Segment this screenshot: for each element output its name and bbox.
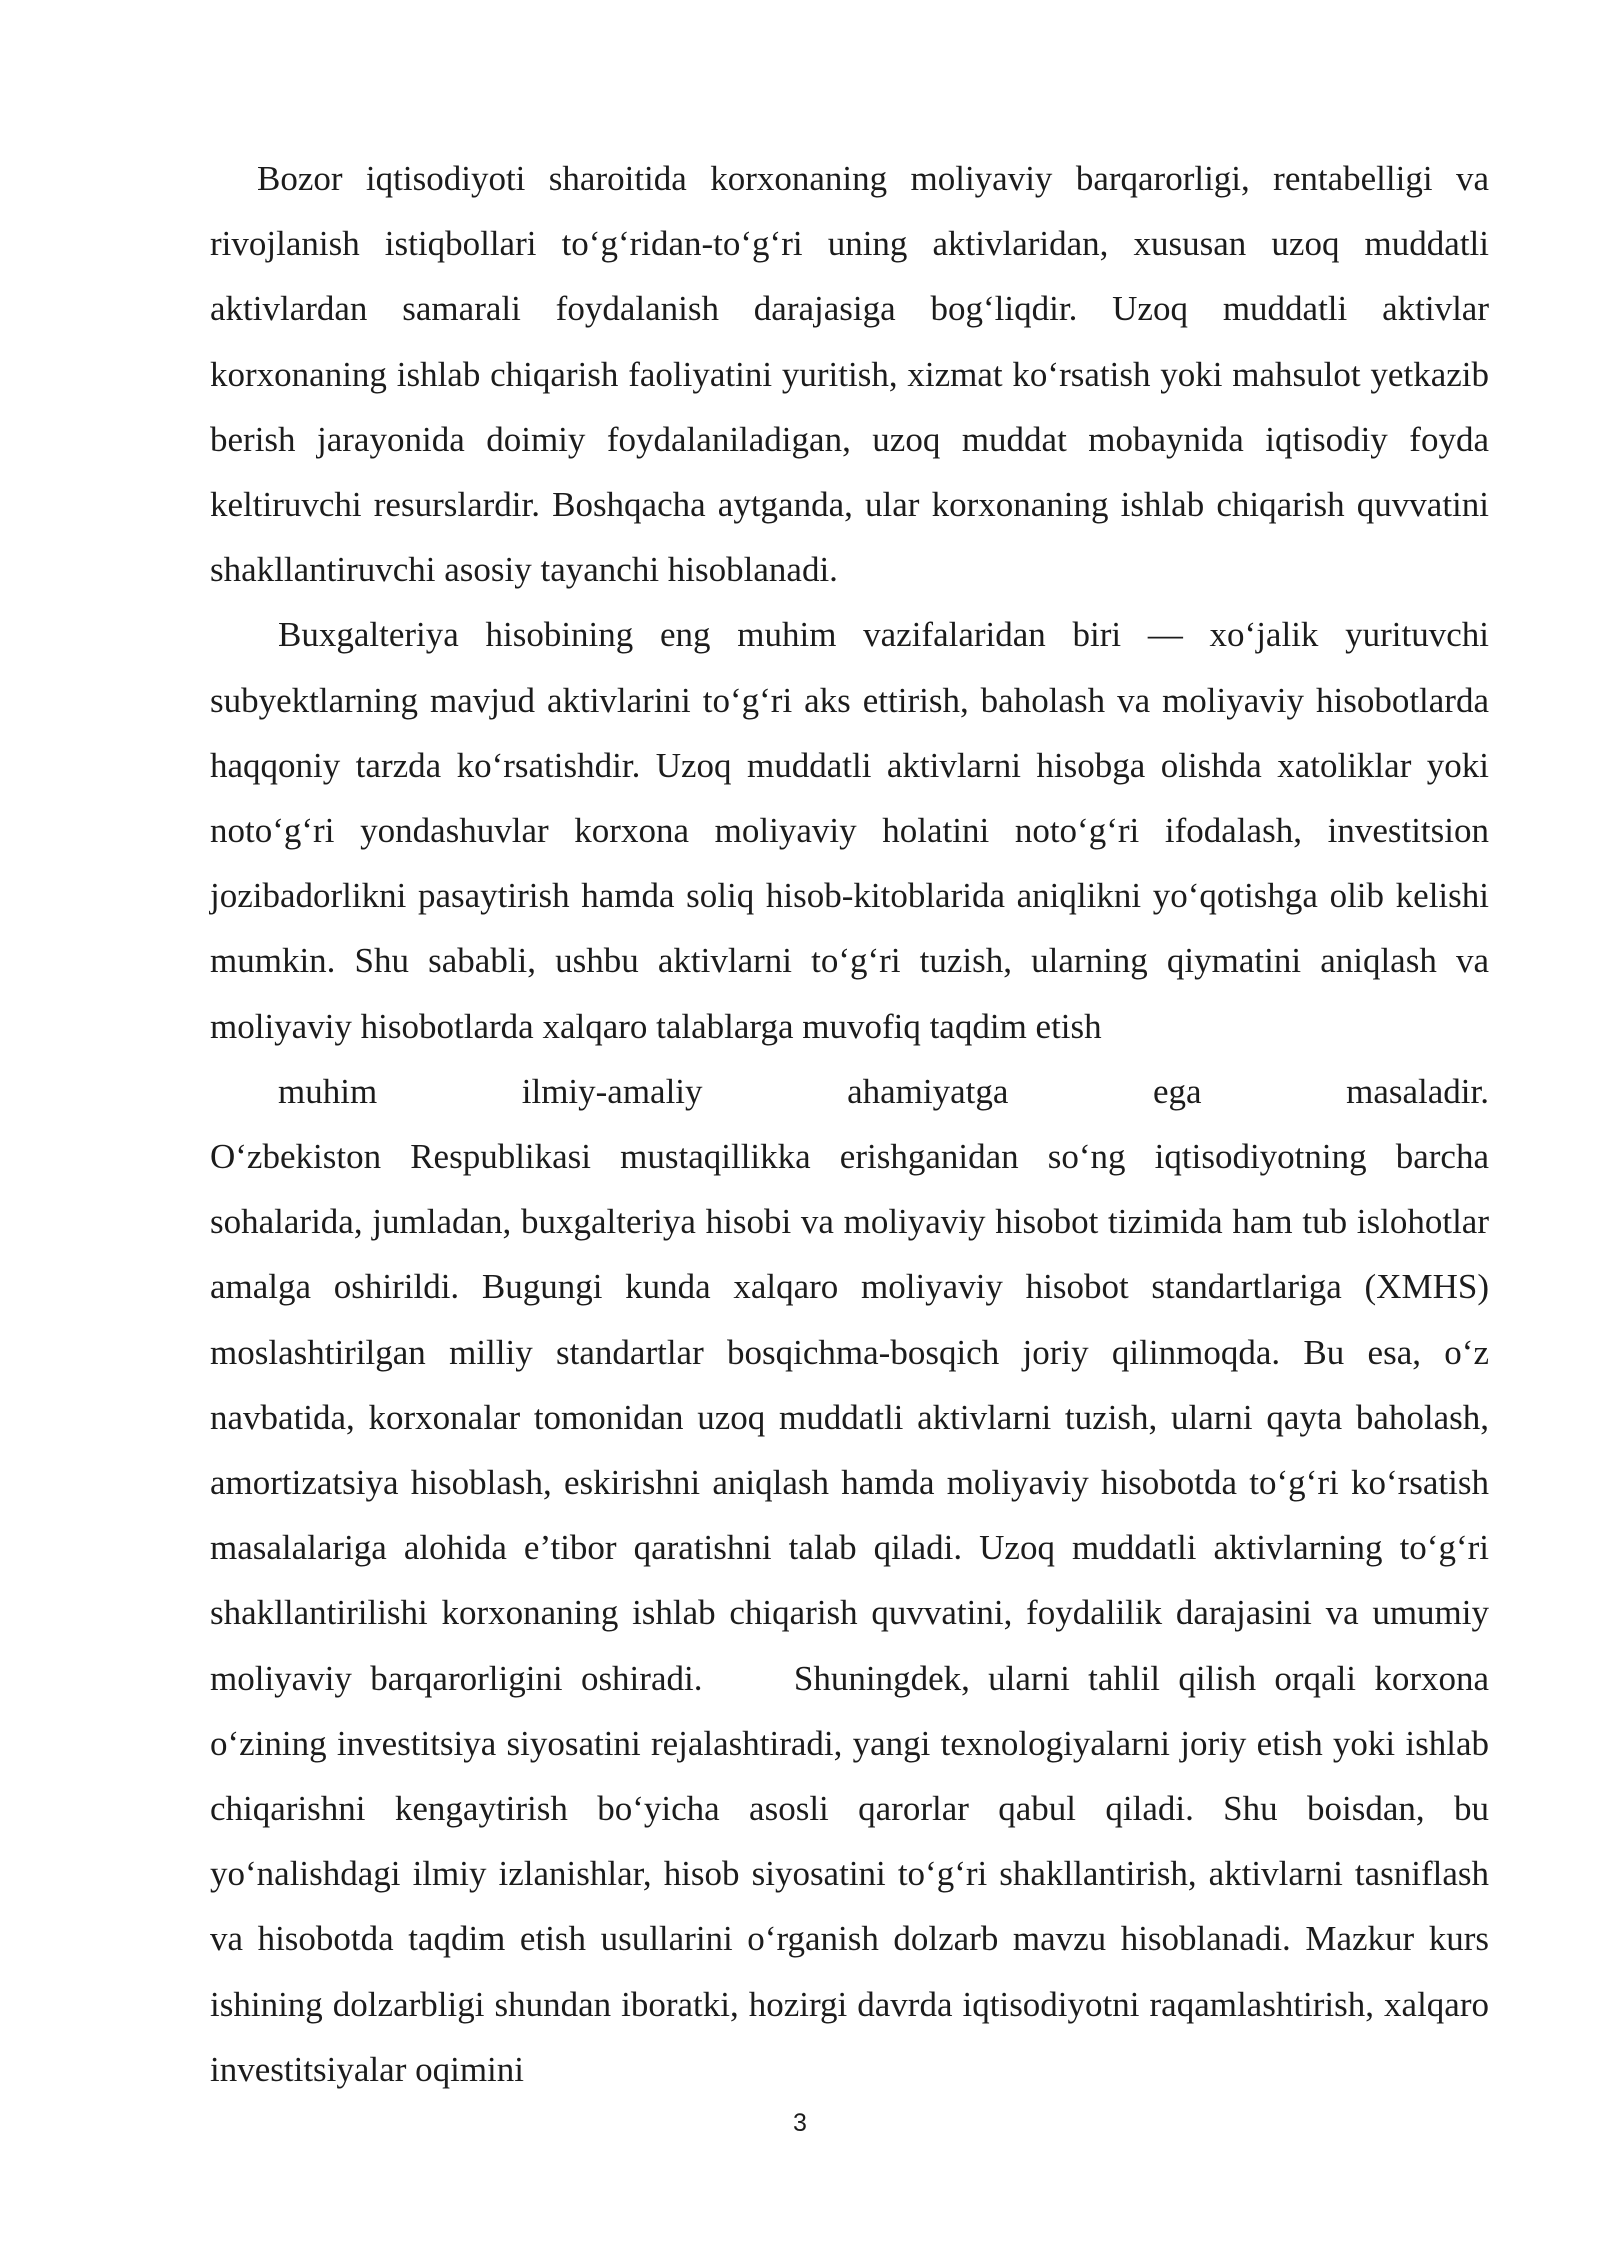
paragraph-2-last-line: muhim ilmiy-amaliy ahamiyatga ega masaladir.: [278, 1071, 1489, 1111]
page-number: 3: [793, 2109, 807, 2137]
paragraph-3: [210, 1124, 1489, 2102]
paragraph-2-text: Buxgalteriya hisobining eng muhim vazifalaridan biri — xo‘jalik yurituvchi subyektlarning mavjud aktivlarini to‘g‘ri aks ettirish, baholash va moliyaviy hisobotlarda haqqoniy tarzda ko‘rsatishdir. Uzoq muddatli aktivlarni hisobga olishda xatoliklar yoki noto‘g‘ri yondashuvlar korxona moliyaviy holatini noto‘g‘ri ifodalash, investitsion jozibadorlikni pasaytirish hamda soliq hisob-kitoblarida aniqlikni yo‘qotishga olib kelishi mumkin. Shu sababli, ushbu aktivlarni to‘g‘ri tuzish, ularning qiymatini aniqlash va moliyaviy hisobotlarda xalqaro talablarga muvofiq taqdim etish: [210, 615, 1489, 1046]
paragraph-3-text: O‘zbekiston Respublikasi mustaqillikka erishganidan so‘ng iqtisodiyotning barcha sohalarida, jumladan, buxgalteriya hisobi va moliyaviy hisobot tizimida ham tub islohotlar amalga oshirildi. Bugungi kunda xalqaro moliyaviy hisobot standartlariga (XMHS) moslashtirilgan milliy standartlar bosqichma-bosqich joriy qilinmoqda. Bu esa, o‘z navbatida, korxonalar tomonidan uzoq muddatli aktivlarni tuzish, ularni qayta baholash, amortizatsiya hisoblash, eskirishni aniqlash hamda moliyaviy hisobotda to‘g‘ri ko‘rsatish masalalariga alohida e’tibor qaratishni talab qiladi. Uzoq muddatli aktivlarning to‘g‘ri shakllantirilishi korxonaning ishlab chiqarish quvvatini, foydalilik darajasini va umumiy moliyaviy barqarorligini oshiradi.: [210, 1137, 1489, 1698]
paragraph-3-continuation: Shuningdek, ularni tahlil qilish orqali korxona o‘zining investitsiya siyosatini rejalashtiradi, yangi texnologiyalarni joriy etish yoki ishlab chiqarishni kengaytirish bo‘yicha asosli qarorlar qabul qiladi. Shu boisdan, bu yo‘nalishdagi ilmiy izlanishlar, hisob siyosatini to‘g‘ri shakllantirish, aktivlarni tasniflash va hisobotda taqdim etish usullarini o‘rganish dolzarb mavzu hisoblanadi. Mazkur kurs ishining dolzarbligi shundan iboratki, hozirgi davrda iqtisodiyotni raqamlashtirish, xalqaro investitsiyalar oqimini: [210, 1658, 1490, 2089]
paragraph-1: Bozor iqtisodiyoti sharoitida korxonaning moliyaviy barqarorligi, rentabelligi va rivojlanish istiqbollari to‘g‘ridan-to‘g‘ri uning aktivlaridan, xususan uzoq muddatli aktivlardan samarali foydalanish darajasiga bog‘liqdir. Uzoq muddatli aktivlar korxonaning ishlab chiqarish faoliyatini yuritish, xizmat ko‘rsatish yoki mahsulot yetkazib berish jarayonida doimiy foydalaniladigan, uzoq muddat mobaynida iqtisodiy foyda keltiruvchi resurslardir. Boshqacha aytganda, ular korxonaning ishlab chiqarish quvvatini shakllantiruvchi asosiy tayanchi hisoblanadi.: [210, 159, 1489, 590]
paragraph-2: [210, 602, 1489, 1124]
body-text: [210, 146, 1489, 2102]
